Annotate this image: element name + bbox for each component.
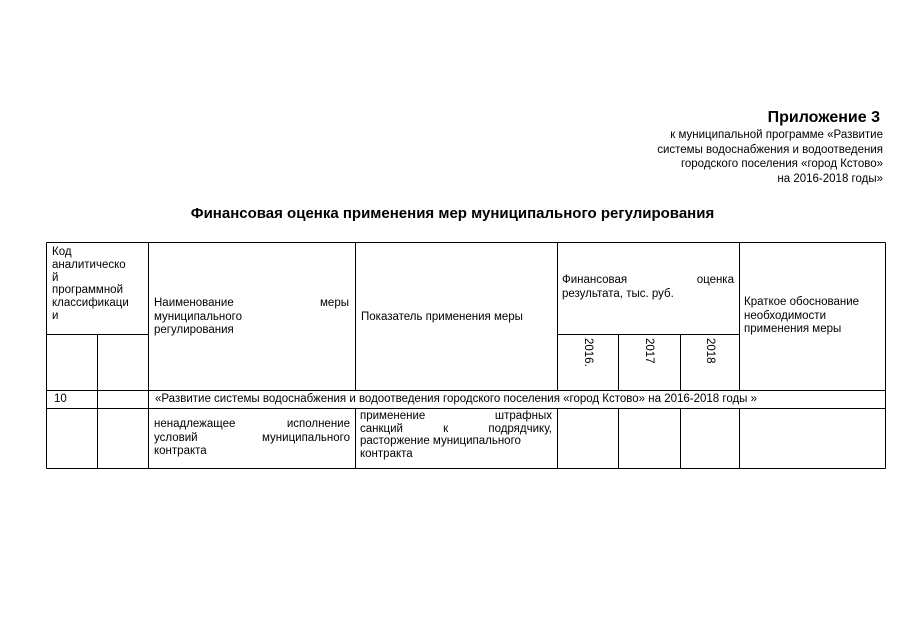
header-justification-line: применения меры — [744, 323, 842, 335]
measure-indicator — [360, 410, 552, 460]
header-code-line: программной — [52, 284, 123, 297]
appendix-line: на 2016-2018 годы» — [777, 172, 883, 185]
header-year: 2018 — [704, 338, 716, 364]
header-code-line: и — [52, 309, 59, 322]
measure-name-line: ненадлежащее исполнение — [154, 418, 350, 430]
header-year: 2016. — [582, 338, 594, 367]
appendix-line: системы водоснабжения и водоотведения — [657, 143, 883, 156]
appendix-line: городского поселения «город Кстово» — [680, 158, 883, 170]
header-code-line: классификаци — [52, 297, 129, 310]
header-financial-line: результата, тыс. руб. — [562, 287, 674, 300]
measure-name — [154, 418, 350, 459]
header-financial-line: Финансовая оценка — [562, 274, 734, 286]
header-code — [52, 246, 146, 323]
header-measure-name-line: муниципального — [154, 310, 242, 323]
document-title: Финансовая оценка применения мер муниципального регулирования — [190, 205, 715, 222]
measure-indicator-line: применение штрафных — [360, 410, 552, 422]
header-code-line: й — [52, 271, 59, 284]
program-code: 10 — [54, 393, 67, 405]
appendix-line: к муниципальной программе «Развитие — [670, 129, 883, 141]
header-code-line: Код — [52, 246, 72, 258]
header-financial — [562, 274, 734, 301]
header-measure-name — [154, 297, 349, 338]
measure-indicator-line: санкций к подрядчику, — [360, 422, 552, 435]
header-justification-line: необходимости — [744, 309, 826, 322]
measure-name-line: условий муниципального — [154, 431, 350, 444]
appendix-title: Приложение 3 — [767, 109, 880, 126]
program-title: «Развитие системы водоснабжения и водоотведения городского поселения «город Кстово» на 2016-2018 годы » — [155, 393, 758, 405]
measure-indicator-line: расторжение муниципального — [360, 435, 521, 448]
header-justification-line: Краткое обоснование — [744, 296, 860, 308]
header-indicator: Показатель применения меры — [361, 311, 523, 323]
header-measure-name-line: регулирования — [154, 324, 234, 336]
header-measure-name-line: Наименование меры — [154, 297, 349, 309]
header-code-line: аналитическо — [52, 258, 126, 271]
header-justification — [744, 296, 884, 337]
measure-name-line: контракта — [154, 445, 207, 457]
header-year: 2017 — [643, 338, 655, 364]
measure-indicator-line: контракта — [360, 447, 413, 460]
